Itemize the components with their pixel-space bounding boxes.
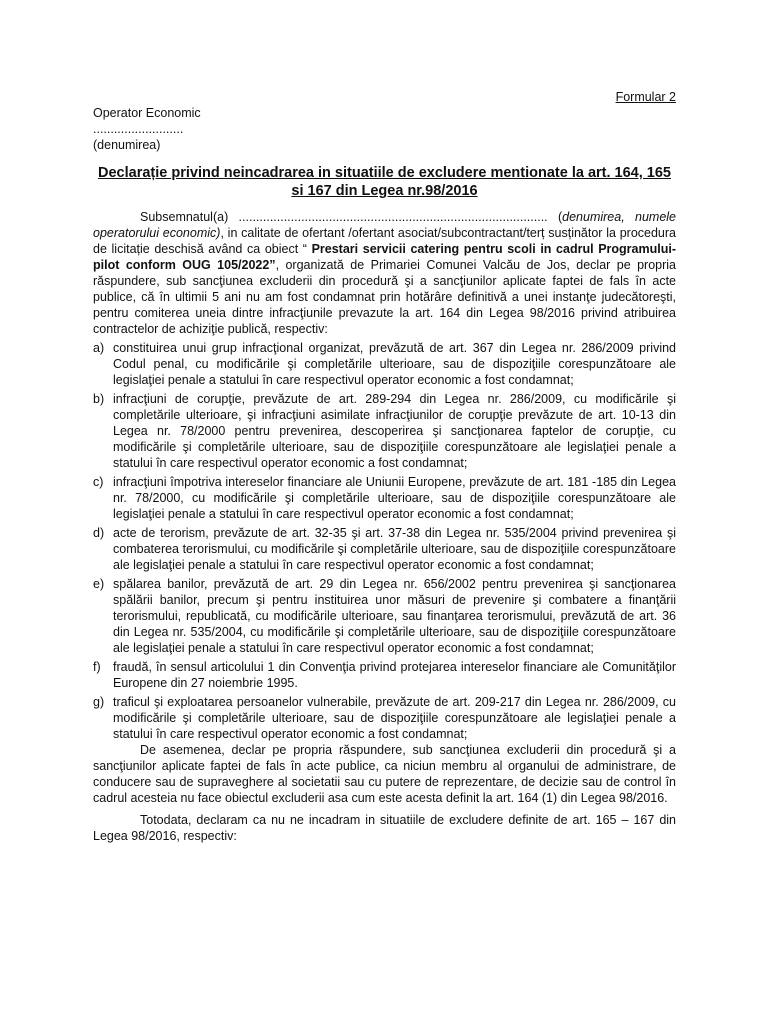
list-item-text: acte de terorism, prevăzute de art. 32-35 şi art. 37-38 din Legea nr. 535/2004 privind prevenirea şi combaterea terorismului, cu modificările şi completările ulterioare, sau de dispoziţiile corespunzătoare ale legislaţiei penale a statului în care respectivul operator economic a fost condamnat; — [113, 526, 676, 572]
procurement-object: Prestari servicii catering pentru scoli in cadrul Programului-pilot conform OUG 105/2022” — [93, 242, 676, 272]
offences-list — [93, 340, 676, 742]
list-marker: e) — [93, 577, 105, 591]
intro-text-1: Subsemnatul(a) ......................................................................................... ( — [140, 210, 563, 224]
list-marker: c) — [93, 475, 104, 489]
list-item — [93, 525, 676, 573]
intro-text-3: , organizată de Primariei Comunei Valcău de Jos, declar pe propria răspundere, sub sancţiunea excluderii din procedură şi a sancţiunilor aplicate faptei de fals în acte publice, că în ultimii 5 ani nu am fost condamnat prin hotărâre definitivă a unei instanţe judecătoreşti, pentru comiterea uneia dintre infracţiunile prevazute la art. 164 din Legea 98/2016 privind atribuirea contractelor de achiziţie publică, respectiv: — [93, 258, 676, 336]
list-item — [93, 474, 676, 522]
exclusion-165-167-paragraph: Totodata, declaram ca nu ne incadram in situatiile de excludere definite de art. 165 – 167 din Legea 98/2016, respectiv: — [93, 813, 676, 843]
operator-block — [93, 105, 201, 153]
list-item-text: fraudă, în sensul articolului 1 din Convenţia privind protejarea intereselor financiare ale Comunităţilor Europene din 27 noiembrie 1995. — [113, 660, 676, 690]
operator-name-italic: denumirea, numele operatorului economic) — [93, 210, 676, 240]
list-item-text: infracţiuni împotriva intereselor financiare ale Uniunii Europene, prevăzute de art. 181 -185 din Legea nr. 78/2000, cu modificările şi completările ulterioare, sau de dispoziţiile corespunzătoare ale legislaţiei penale a statului în care respectivul operator economic a fost condamnat; — [113, 475, 676, 521]
operator-name-hint: (denumirea) — [93, 138, 161, 152]
list-marker: b) — [93, 392, 105, 406]
list-item-text: constituirea unui grup infracţional organizat, prevăzută de art. 367 din Legea nr. 286/2009 privind Codul penal, cu modificările şi completările ulterioare, sau de dispoziţiile corespunzătoare ale legislaţiei penale a statului în care respectivul operator economic a fost condamnat; — [113, 341, 676, 387]
operator-name-placeholder: .......................... — [93, 122, 184, 136]
document-title: Declarație privind neincadrarea in situatiile de excludere mentionate la art. 164, 165 si 167 din Legea nr.98/2016 — [98, 165, 671, 199]
board-members-paragraph: De asemenea, declar pe propria răspundere, sub sancţiunea excluderii din procedură şi a sancţiunilor aplicate faptei de fals în acte publice, ca niciun membru al organului de administrare, de conducere sau de supraveghere al societatii sau cu putere de reprezentare, de decizie sau de control în cadrul acesteia nu face obiectul excluderii asa cum este acesta definit la art. 164 (1) din Legea 98/2016. — [93, 743, 676, 805]
intro-paragraph — [93, 209, 676, 337]
list-item — [93, 576, 676, 656]
list-marker: a) — [93, 341, 105, 355]
intro-text-2: , in calitate de ofertant /ofertant asociat/subcontractant/terț susținător la procedura de licitație deschisă având ca obiect “ — [93, 226, 676, 256]
list-item-text: spălarea banilor, prevăzută de art. 29 din Legea nr. 656/2002 pentru prevenirea şi sancţionarea spălării banilor, precum şi pentru instituirea unor măsuri de prevenire şi combatere a finanţării terorismului, republicată, cu modificările ulterioare, sau finanţarea terorismului, prevăzută de art. 36 din Legea nr. 535/2004, cu modificările şi completările ulterioare, sau de dispoziţiile corespunzătoare ale legislaţiei penale a statului în care respectivul operator economic a fost condamnat; — [113, 577, 676, 655]
list-item — [93, 694, 676, 742]
list-item — [93, 391, 676, 471]
list-item — [93, 659, 676, 691]
list-item-text: infracţiuni de corupţie, prevăzute de art. 289-294 din Legea nr. 286/2009, cu modificările şi completările ulterioare, şi infracţiuni asimilate infracţiunilor de corupţie prevăzute de art. 10-13 din Legea nr. 78/2000 pentru prevenirea, descoperirea şi sancţionarea faptelor de corupţie, cu modificările şi completările ulterioare, sau de dispoziţiile corespunzătoare ale legislaţiei penale a statului în care respectivul operator economic a fost condamnat; — [113, 392, 676, 470]
list-marker: d) — [93, 526, 105, 540]
declaration-body — [93, 209, 676, 844]
list-marker: g) — [93, 695, 105, 709]
form-number-label: Formular 2 — [615, 90, 676, 104]
list-item — [93, 340, 676, 388]
list-item-text: traficul şi exploatarea persoanelor vulnerabile, prevăzute de art. 209-217 din Legea nr. 286/2009, cu modificările şi completările ulterioare, sau de dispoziţiile corespunzătoare ale legislaţiei penale a statului în care respectivul operator economic a fost condamnat; — [113, 695, 676, 741]
list-marker: f) — [93, 660, 101, 674]
operator-title: Operator Economic — [93, 106, 201, 120]
